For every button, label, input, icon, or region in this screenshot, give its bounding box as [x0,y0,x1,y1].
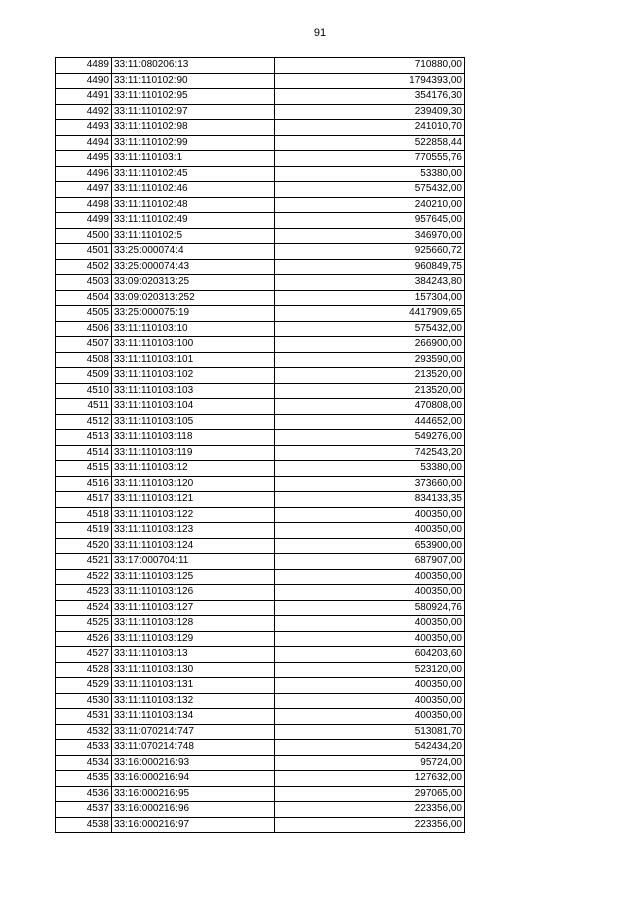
row-number-cell: 4499 [56,213,112,229]
value-cell: 240210,00 [275,197,465,213]
value-cell: 157304,00 [275,290,465,306]
table-row [56,709,465,725]
table-row [56,166,465,182]
row-number-cell: 4522 [56,569,112,585]
row-number-cell: 4507 [56,337,112,353]
table-row [56,507,465,523]
cadastral-number-cell: 33:11:110103:131 [112,678,275,694]
value-cell: 400350,00 [275,709,465,725]
value-cell: 400350,00 [275,616,465,632]
row-number-cell: 4505 [56,306,112,322]
table-row [56,678,465,694]
row-number-cell: 4501 [56,244,112,260]
row-number-cell: 4503 [56,275,112,291]
value-cell: 213520,00 [275,383,465,399]
table-row [56,693,465,709]
value-cell: 604203,60 [275,647,465,663]
value-cell: 53380,00 [275,461,465,477]
cadastral-number-cell: 33:11:110103:127 [112,600,275,616]
value-cell: 653900,00 [275,538,465,554]
row-number-cell: 4516 [56,476,112,492]
value-cell: 1794393,00 [275,73,465,89]
value-cell: 580924,76 [275,600,465,616]
row-number-cell: 4536 [56,786,112,802]
row-number-cell: 4509 [56,368,112,384]
value-cell: 400350,00 [275,523,465,539]
cadastral-number-cell: 33:25:000074:43 [112,259,275,275]
row-number-cell: 4489 [56,58,112,74]
cadastral-number-cell: 33:11:110103:124 [112,538,275,554]
row-number-cell: 4527 [56,647,112,663]
value-cell: 575432,00 [275,182,465,198]
row-number-cell: 4515 [56,461,112,477]
table-row [56,197,465,213]
table-row [56,73,465,89]
table-row [56,476,465,492]
value-cell: 384243,80 [275,275,465,291]
table-row [56,662,465,678]
cadastral-number-cell: 33:11:110102:48 [112,197,275,213]
cadastral-number-cell: 33:11:070214:747 [112,724,275,740]
cadastral-number-cell: 33:11:110103:103 [112,383,275,399]
table-row [56,492,465,508]
table-row [56,58,465,74]
table-row [56,213,465,229]
value-cell: 223356,00 [275,802,465,818]
row-number-cell: 4494 [56,135,112,151]
value-cell: 400350,00 [275,631,465,647]
value-cell: 400350,00 [275,569,465,585]
row-number-cell: 4528 [56,662,112,678]
table-row [56,523,465,539]
cadastral-number-cell: 33:16:000216:93 [112,755,275,771]
value-cell: 710880,00 [275,58,465,74]
value-cell: 293590,00 [275,352,465,368]
table-row [56,182,465,198]
value-cell: 542434,20 [275,740,465,756]
cadastral-number-cell: 33:11:110102:98 [112,120,275,136]
value-cell: 834133,35 [275,492,465,508]
row-number-cell: 4498 [56,197,112,213]
row-number-cell: 4518 [56,507,112,523]
cadastral-number-cell: 33:11:110103:122 [112,507,275,523]
value-cell: 241010,70 [275,120,465,136]
table-row [56,135,465,151]
table-row [56,89,465,105]
value-cell: 297065,00 [275,786,465,802]
table-row [56,399,465,415]
table-row [56,259,465,275]
table-row [56,631,465,647]
cadastral-number-cell: 33:11:110102:95 [112,89,275,105]
table-row [56,290,465,306]
value-cell: 925660,72 [275,244,465,260]
table-row [56,306,465,322]
cadastral-number-cell: 33:11:110103:126 [112,585,275,601]
table-row [56,740,465,756]
value-cell: 266900,00 [275,337,465,353]
value-cell: 575432,00 [275,321,465,337]
row-number-cell: 4533 [56,740,112,756]
row-number-cell: 4519 [56,523,112,539]
table-row [56,802,465,818]
row-number-cell: 4490 [56,73,112,89]
row-number-cell: 4491 [56,89,112,105]
value-cell: 213520,00 [275,368,465,384]
value-cell: 770555,76 [275,151,465,167]
table-row [56,445,465,461]
row-number-cell: 4513 [56,430,112,446]
row-number-cell: 4495 [56,151,112,167]
table-row [56,151,465,167]
value-cell: 400350,00 [275,585,465,601]
value-cell: 742543,20 [275,445,465,461]
row-number-cell: 4502 [56,259,112,275]
table-row [56,104,465,120]
value-cell: 373660,00 [275,476,465,492]
cadastral-number-cell: 33:11:110103:125 [112,569,275,585]
cadastral-number-cell: 33:11:110102:46 [112,182,275,198]
row-number-cell: 4504 [56,290,112,306]
value-cell: 354176,30 [275,89,465,105]
cadastral-number-cell: 33:11:110103:121 [112,492,275,508]
cadastral-number-cell: 33:11:110103:10 [112,321,275,337]
row-number-cell: 4493 [56,120,112,136]
value-cell: 960849,75 [275,259,465,275]
value-cell: 444652,00 [275,414,465,430]
table-row [56,585,465,601]
row-number-cell: 4535 [56,771,112,787]
table-row [56,817,465,833]
value-cell: 400350,00 [275,678,465,694]
table-row [56,724,465,740]
cadastral-number-cell: 33:11:110103:101 [112,352,275,368]
cadastral-number-cell: 33:11:110103:132 [112,693,275,709]
value-cell: 687907,00 [275,554,465,570]
cadastral-number-cell: 33:11:110103:104 [112,399,275,415]
table-row [56,786,465,802]
row-number-cell: 4531 [56,709,112,725]
row-number-cell: 4521 [56,554,112,570]
row-number-cell: 4514 [56,445,112,461]
value-cell: 522858,44 [275,135,465,151]
value-cell: 53380,00 [275,166,465,182]
cadastral-number-cell: 33:09:020313:252 [112,290,275,306]
row-number-cell: 4526 [56,631,112,647]
table-row [56,569,465,585]
table-row [56,244,465,260]
cadastral-number-cell: 33:11:110102:97 [112,104,275,120]
cadastral-number-cell: 33:11:110103:119 [112,445,275,461]
row-number-cell: 4512 [56,414,112,430]
cadastral-number-cell: 33:11:110102:45 [112,166,275,182]
table-row [56,771,465,787]
value-cell: 95724,00 [275,755,465,771]
cadastral-number-cell: 33:09:020313:25 [112,275,275,291]
table-row [56,228,465,244]
value-cell: 346970,00 [275,228,465,244]
value-cell: 957645,00 [275,213,465,229]
row-number-cell: 4523 [56,585,112,601]
value-cell: 549276,00 [275,430,465,446]
cadastral-number-cell: 33:17:000704:11 [112,554,275,570]
row-number-cell: 4532 [56,724,112,740]
cadastral-number-cell: 33:11:110102:99 [112,135,275,151]
cadastral-number-cell: 33:11:070214:748 [112,740,275,756]
row-number-cell: 4520 [56,538,112,554]
table-body [56,58,465,833]
cadastral-number-cell: 33:16:000216:94 [112,771,275,787]
cadastral-number-cell: 33:25:000075:19 [112,306,275,322]
table-row [56,538,465,554]
row-number-cell: 4506 [56,321,112,337]
cadastral-number-cell: 33:11:110103:123 [112,523,275,539]
row-number-cell: 4534 [56,755,112,771]
cadastral-number-cell: 33:11:110103:118 [112,430,275,446]
table-row [56,554,465,570]
table-row [56,321,465,337]
value-cell: 470808,00 [275,399,465,415]
table-row [56,414,465,430]
row-number-cell: 4517 [56,492,112,508]
row-number-cell: 4497 [56,182,112,198]
cadastral-number-cell: 33:11:110102:49 [112,213,275,229]
table-row [56,383,465,399]
row-number-cell: 4529 [56,678,112,694]
cadastral-number-cell: 33:11:110103:134 [112,709,275,725]
table-row [56,430,465,446]
cadastral-number-cell: 33:11:110102:5 [112,228,275,244]
row-number-cell: 4492 [56,104,112,120]
row-number-cell: 4537 [56,802,112,818]
cadastral-number-cell: 33:11:110103:100 [112,337,275,353]
table-row [56,647,465,663]
cadastral-number-cell: 33:11:110103:12 [112,461,275,477]
cadastral-number-cell: 33:16:000216:96 [112,802,275,818]
value-cell: 400350,00 [275,693,465,709]
cadastral-number-cell: 33:16:000216:97 [112,817,275,833]
cadastral-number-cell: 33:11:110103:13 [112,647,275,663]
cadastral-number-cell: 33:11:110103:130 [112,662,275,678]
cadastral-number-cell: 33:11:110103:102 [112,368,275,384]
value-cell: 223356,00 [275,817,465,833]
table-row [56,600,465,616]
cadastral-number-cell: 33:11:110103:105 [112,414,275,430]
value-cell: 127632,00 [275,771,465,787]
row-number-cell: 4525 [56,616,112,632]
row-number-cell: 4511 [56,399,112,415]
table-row [56,337,465,353]
table-row [56,120,465,136]
row-number-cell: 4510 [56,383,112,399]
table-row [56,368,465,384]
table-row [56,616,465,632]
cadastral-number-cell: 33:11:110103:128 [112,616,275,632]
value-cell: 4417909,65 [275,306,465,322]
cadastral-number-cell: 33:16:000216:95 [112,786,275,802]
table-row [56,352,465,368]
value-cell: 400350,00 [275,507,465,523]
cadastral-number-cell: 33:25:000074:4 [112,244,275,260]
cadastral-number-cell: 33:11:080206:13 [112,58,275,74]
cadastral-number-cell: 33:11:110103:120 [112,476,275,492]
value-cell: 513081,70 [275,724,465,740]
cadastral-number-cell: 33:11:110103:129 [112,631,275,647]
cadastral-number-cell: 33:11:110102:90 [112,73,275,89]
page-number: 91 [313,27,327,39]
value-cell: 523120,00 [275,662,465,678]
table-row [56,461,465,477]
value-cell: 239409,30 [275,104,465,120]
registry-table [55,57,465,833]
row-number-cell: 4538 [56,817,112,833]
table-row [56,755,465,771]
row-number-cell: 4508 [56,352,112,368]
row-number-cell: 4496 [56,166,112,182]
row-number-cell: 4524 [56,600,112,616]
table-row [56,275,465,291]
cadastral-number-cell: 33:11:110103:1 [112,151,275,167]
row-number-cell: 4500 [56,228,112,244]
row-number-cell: 4530 [56,693,112,709]
